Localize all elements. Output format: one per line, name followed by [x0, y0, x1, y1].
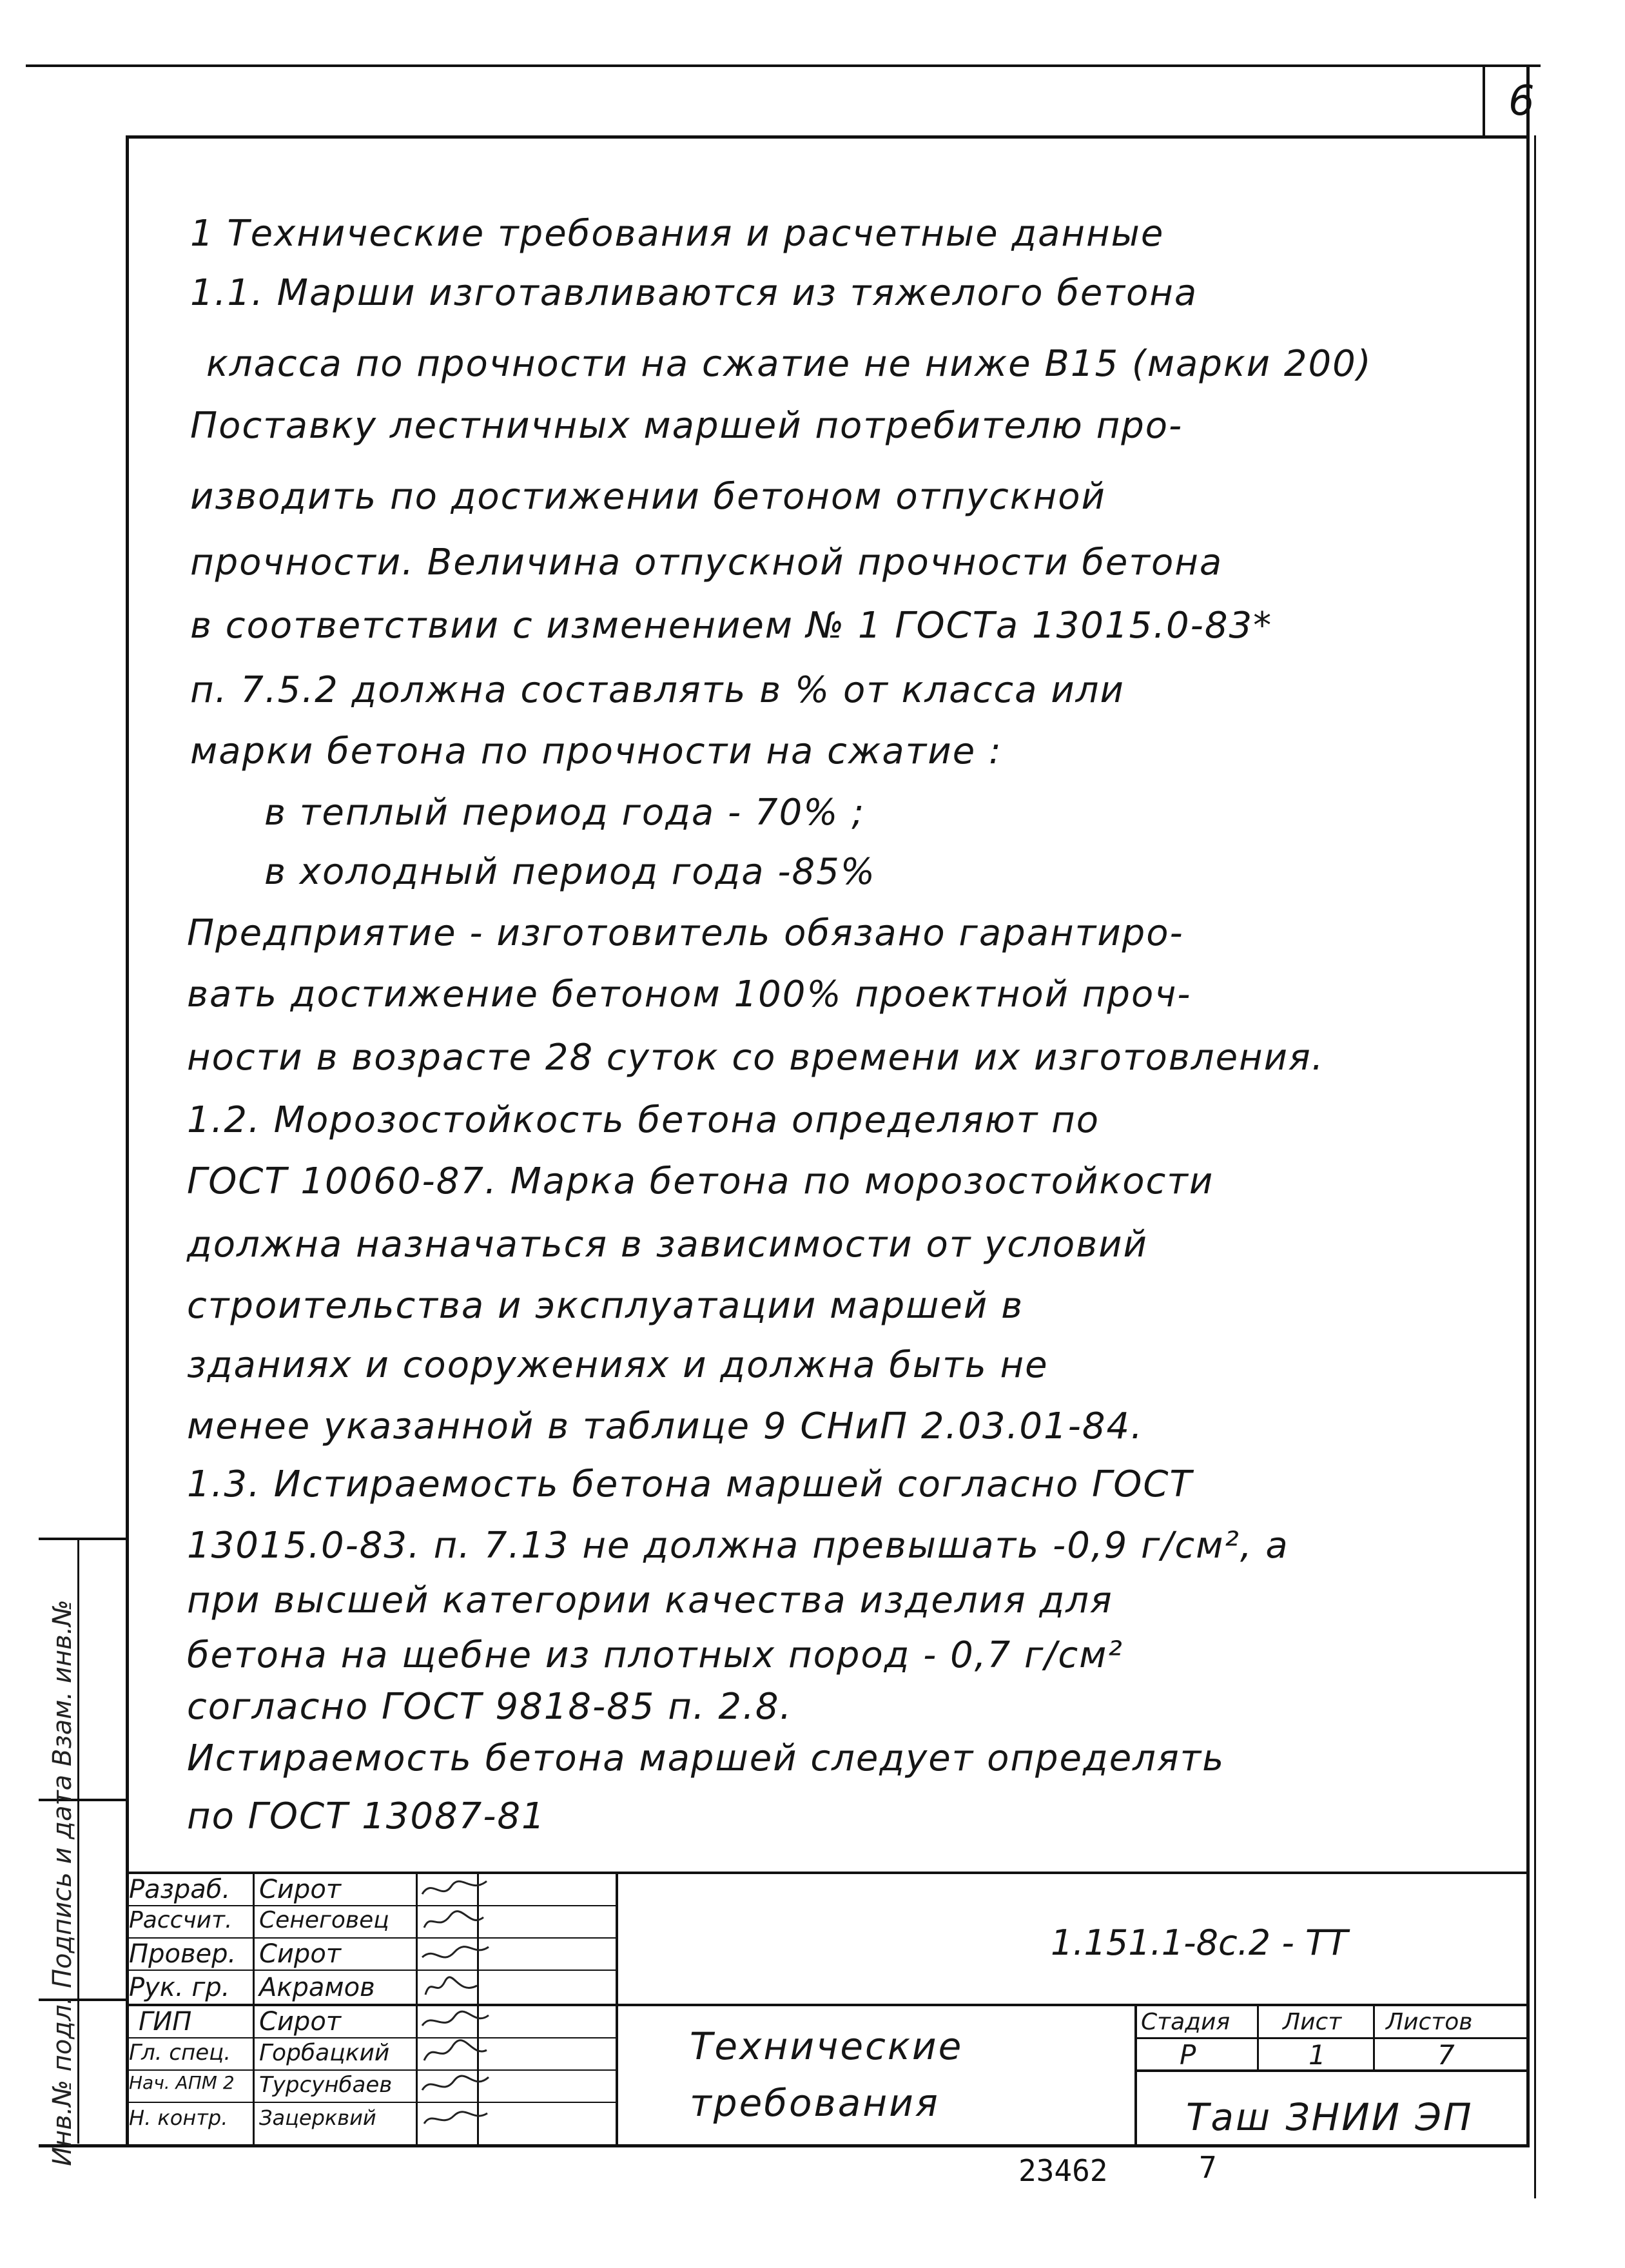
body-line: ГОСТ 10060-87. Марка бетона по морозостойкости [187, 1160, 1214, 1202]
frame-left [126, 135, 129, 2147]
stamp-row [126, 1970, 616, 1971]
page-box-left [1483, 64, 1485, 137]
body-line: менее указанной в таблице 9 СНиП 2.03.01-84. [187, 1405, 1143, 1447]
side-stamp-inner [77, 1538, 79, 2144]
body-line: 1.2. Морозостойкость бетона определяют по [187, 1099, 1100, 1141]
frame-top [126, 135, 1530, 139]
bottom-mark: 7 [1199, 2150, 1217, 2185]
body-line: согласно ГОСТ 9818-85 п. 2.8. [187, 1686, 793, 1728]
body-line: Истираемость бетона маршей следует определять [187, 1737, 1225, 1779]
stamp-col-2 [416, 1872, 418, 2146]
signature-image [419, 1973, 490, 2002]
stamp-name: Акрамов [259, 1973, 375, 2002]
body-line: п. 7.5.2 должна составлять в % от класса или [190, 669, 1125, 711]
stamp-role: Рассчит. [129, 1907, 233, 1933]
document-title-line1: Технические [690, 2024, 964, 2068]
side-stamp-text: Инв.№ подл. Подпись и дата Взам. инв.№ [48, 1599, 77, 2166]
stamp-role: Нач. АПМ 2 [129, 2072, 235, 2093]
sheets-value: 7 [1437, 2039, 1455, 2071]
signature-image [419, 1875, 490, 1904]
body-line: должна назначаться в зависимости от условий [187, 1224, 1148, 1266]
body-line: изводить по достижении бетоном отпускной [190, 476, 1106, 518]
signature-image [419, 2038, 490, 2068]
stamp-col-4 [616, 1872, 618, 2146]
body-line: ности в возрасте 28 суток со времени их изготовления. [187, 1037, 1325, 1079]
body-line: 1.1. Марши изготавливаются из тяжелого бетона [190, 272, 1198, 314]
signature-image [419, 2006, 490, 2036]
stamp-role: ГИП [139, 2007, 192, 2037]
stamp-row [126, 1937, 616, 1939]
stamp-role: Провер. [129, 1939, 237, 1969]
body-line: при высшей категории качества изделия для [187, 1579, 1113, 1621]
stamp-role: Рук. гр. [129, 1973, 230, 2002]
stamp-name: Турсунбаев [259, 2072, 393, 2098]
stamp-name: Сирот [259, 2007, 342, 2037]
sheets-header: Листов [1386, 2009, 1473, 2035]
top-trim-line [26, 64, 1541, 67]
sheet-header: Лист [1283, 2009, 1342, 2035]
body-line: в соответствии с изменением № 1 ГОСТа 13015.0-83* [190, 605, 1273, 647]
stamp-col-1 [253, 1872, 255, 2146]
body-line: 13015.0-83. п. 7.13 не должна превышать -0,9 г/см², а [187, 1525, 1289, 1567]
stage-header: Стадия [1141, 2009, 1231, 2035]
body-line: зданиях и сооружениях и должна быть не [187, 1344, 1049, 1386]
body-line: в теплый период года - 70% ; [264, 792, 866, 834]
body-line: Поставку лестничных маршей потребителю про- [190, 405, 1183, 447]
stage-box-left [1134, 2004, 1137, 2146]
stamp-row [126, 2037, 616, 2038]
stamp-name: Сенеговец [259, 1907, 389, 1933]
body-line: 1 Технические требования и расчетные данные [190, 213, 1165, 255]
right-outer-line [1534, 135, 1536, 2198]
stamp-row [126, 1905, 616, 1906]
document-designation: 1.151.1-8с.2 - ТТ [1051, 1922, 1348, 1963]
body-line: бетона на щебне из плотных пород - 0,7 г/см² [187, 1634, 1124, 1676]
stamp-name: Зацерквий [259, 2106, 376, 2130]
stamp-role: Разраб. [129, 1875, 231, 1904]
stamp-role: Гл. спец. [129, 2040, 231, 2066]
signature-image [419, 2071, 490, 2100]
sheet-value: 1 [1309, 2039, 1326, 2071]
organization-name: Таш ЗНИИ ЭП [1186, 2095, 1474, 2139]
archive-number: 23462 [1018, 2153, 1108, 2188]
body-line: класса по прочности на сжатие не ниже В15 (марки 200) [206, 343, 1372, 385]
body-line: по ГОСТ 13087-81 [187, 1795, 546, 1837]
signature-image [419, 1939, 490, 1969]
stage-col-b [1373, 2004, 1375, 2071]
stage-value: Р [1180, 2039, 1196, 2071]
stamp-row [126, 2102, 616, 2103]
body-line: Предприятие - изготовитель обязано гарантиро- [187, 912, 1184, 954]
stamp-name: Горбацкий [259, 2040, 390, 2066]
body-line: вать достижение бетоном 100% проектной проч- [187, 973, 1192, 1015]
body-line: прочности. Величина отпускной прочности бетона [190, 542, 1223, 583]
signature-image [419, 1907, 490, 1937]
signature-image [419, 2104, 490, 2134]
stamp-name: Сирот [259, 1939, 342, 1969]
frame-bottom [39, 2144, 1530, 2147]
page-number: 6 [1508, 77, 1535, 125]
stage-col-a [1257, 2004, 1259, 2071]
stamp-top [126, 1872, 1530, 1874]
body-line: строительства и эксплуатации маршей в [187, 1285, 1024, 1327]
stamp-role: Н. контр. [129, 2106, 228, 2130]
side-stamp-top [39, 1538, 129, 1540]
document-title-line2: требования [690, 2081, 940, 2125]
stamp-row [126, 2004, 1530, 2006]
stamp-row [126, 2069, 616, 2071]
body-line: в холодный период года -85% [264, 851, 876, 893]
frame-right [1526, 64, 1530, 2147]
body-line: 1.3. Истираемость бетона маршей согласно ГОСТ [187, 1463, 1193, 1505]
body-line: марки бетона по прочности на сжатие : [190, 730, 1002, 772]
stamp-name: Сирот [259, 1875, 342, 1904]
